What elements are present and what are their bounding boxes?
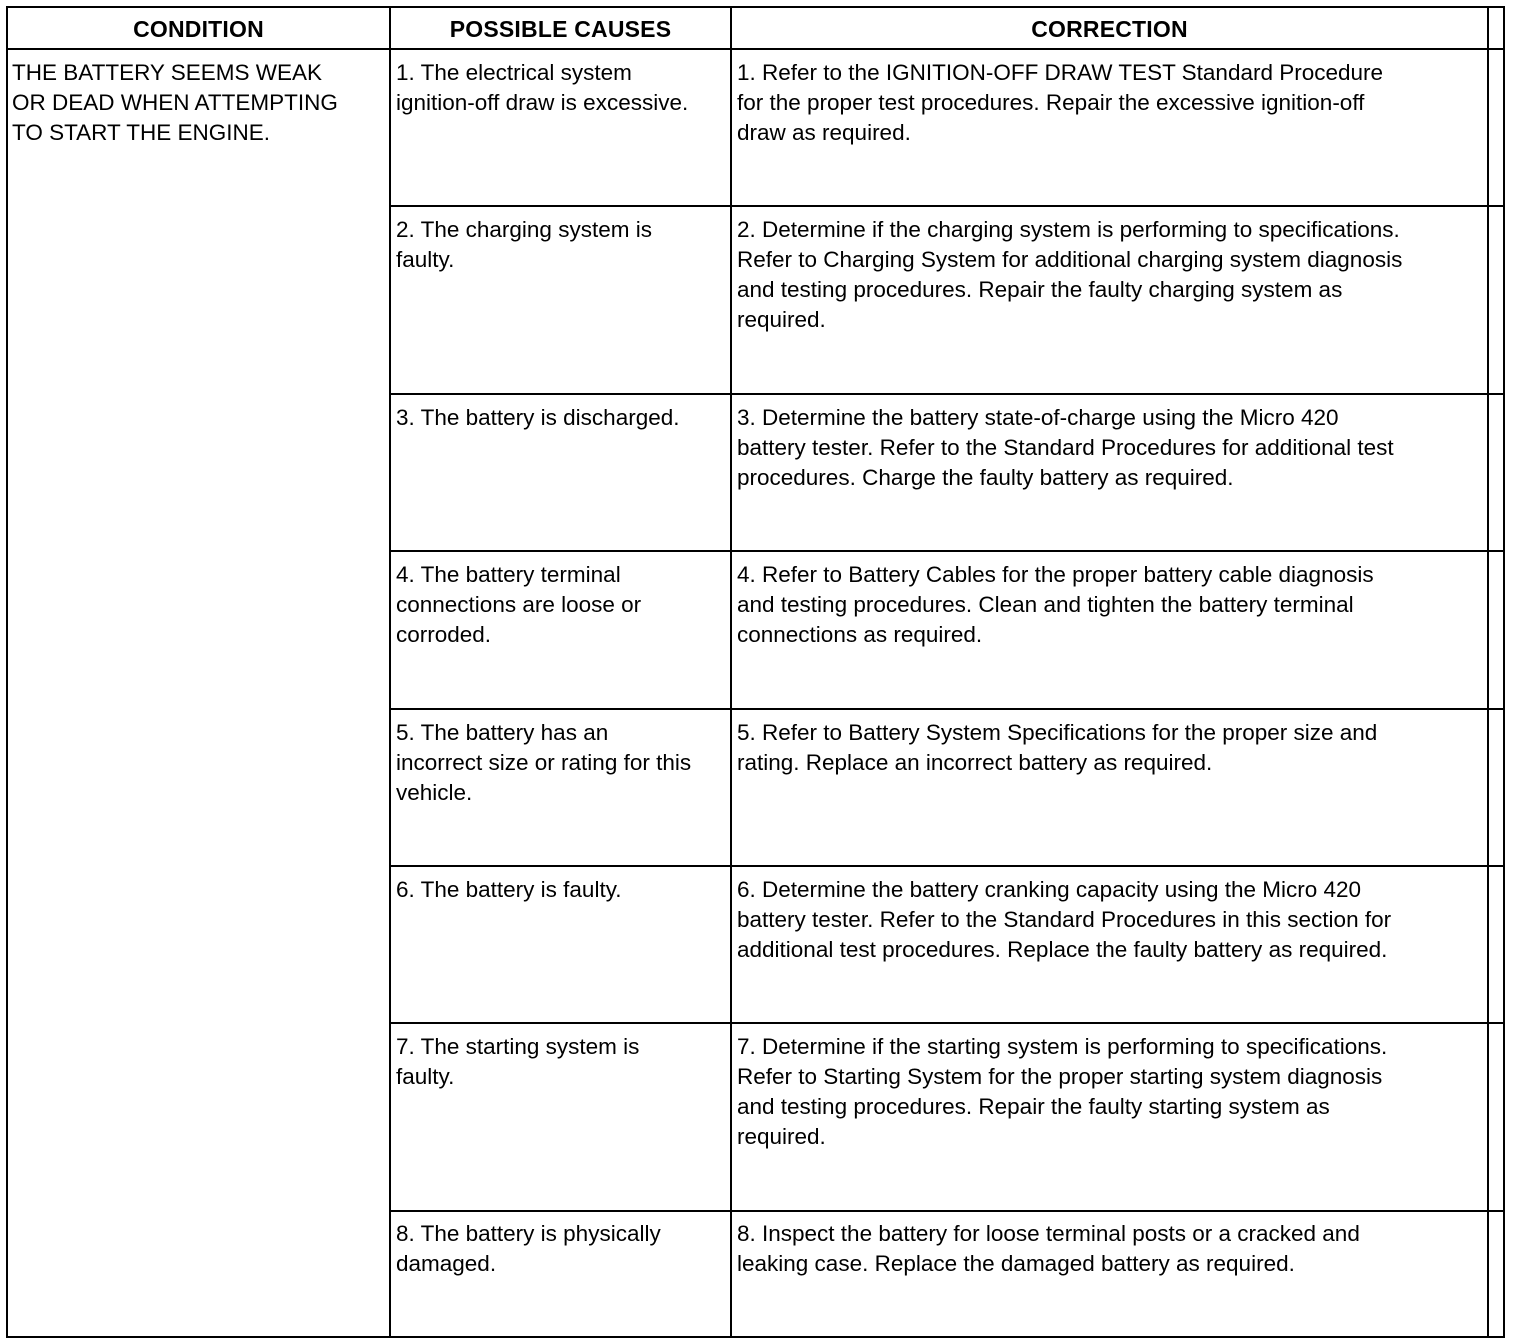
correction-2: 2. Determine if the charging system is performing to specifications. Refer to Charging System for additional charging system diagnosis and testing procedures. Repair the faulty charging system as required. — [737, 217, 1403, 332]
column-divider — [389, 8, 391, 1336]
correction-3: 3. Determine the battery state-of-charge using the Micro 420 battery tester. Refer to the Standard Procedures for additional test procedures. Charge the faulty battery as required. — [737, 405, 1394, 490]
cause-2: 2. The charging system is faulty. — [396, 217, 652, 272]
correction-5: 5. Refer to Battery System Specifications for the proper size and rating. Replace an incorrect battery as required. — [737, 720, 1378, 775]
row-divider — [389, 1022, 1503, 1024]
header-correction: CORRECTION — [1031, 15, 1188, 42]
correction-7: 7. Determine if the starting system is performing to specifications. Refer to Starting System for the proper starting system diagnosis and testing procedures. Repair the faulty starting system as required. — [737, 1034, 1388, 1149]
cause-3: 3. The battery is discharged. — [396, 405, 680, 430]
column-divider — [1487, 8, 1489, 1336]
diagnosis-table — [6, 6, 1505, 1338]
cause-7: 7. The starting system is faulty. — [396, 1034, 640, 1089]
header-possible-causes: POSSIBLE CAUSES — [449, 15, 672, 42]
correction-4: 4. Refer to Battery Cables for the proper battery cable diagnosis and testing procedures. Clean and tighten the battery terminal connections as required. — [737, 562, 1374, 647]
correction-6: 6. Determine the battery cranking capacity using the Micro 420 battery tester. Refer to the Standard Procedures in this section for additional test procedures. Replace the faulty battery as required. — [737, 877, 1392, 962]
row-divider — [389, 550, 1503, 552]
cause-8: 8. The battery is physically damaged. — [396, 1221, 661, 1276]
condition-text: THE BATTERY SEEMS WEAK OR DEAD WHEN ATTEMPTING TO START THE ENGINE. — [12, 60, 338, 145]
row-divider — [389, 865, 1503, 867]
header-condition: CONDITION — [133, 15, 264, 42]
row-divider — [389, 708, 1503, 710]
cause-5: 5. The battery has an incorrect size or rating for this vehicle. — [396, 720, 692, 805]
cause-6: 6. The battery is faulty. — [396, 877, 622, 902]
column-divider — [730, 8, 732, 1336]
row-divider — [389, 1210, 1503, 1212]
row-divider — [389, 205, 1503, 207]
cause-4: 4. The battery terminal connections are loose or corroded. — [396, 562, 642, 647]
correction-1: 1. Refer to the IGNITION-OFF DRAW TEST Standard Procedure for the proper test procedures. Repair the excessive ignition-off draw as required. — [737, 60, 1384, 145]
correction-8: 8. Inspect the battery for loose terminal posts or a cracked and leaking case. Replace the damaged battery as required. — [737, 1221, 1360, 1276]
row-divider — [389, 393, 1503, 395]
cause-1: 1. The electrical system ignition-off draw is excessive. — [396, 60, 689, 115]
